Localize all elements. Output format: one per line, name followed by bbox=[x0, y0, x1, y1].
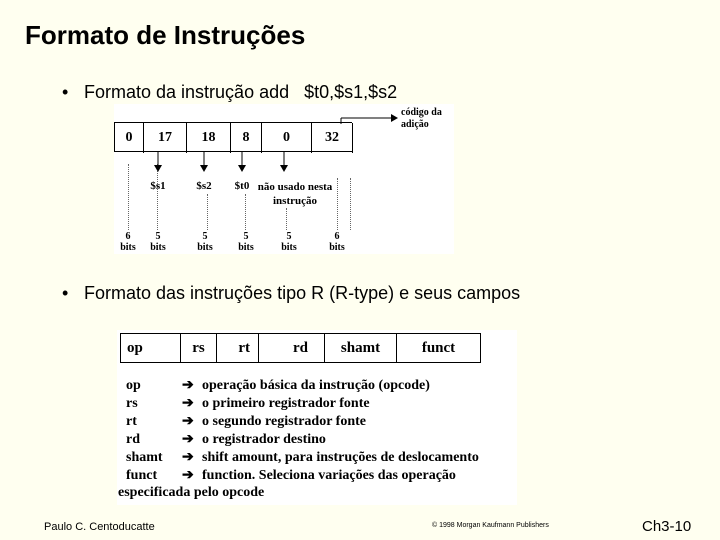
bullet-rtype-text: Formato das instruções tipo R (R-type) e seus campos bbox=[84, 283, 521, 303]
arrow-right-icon: ➔ bbox=[182, 468, 194, 483]
divider-line bbox=[157, 164, 158, 230]
add-field-box bbox=[114, 122, 352, 152]
rtype-field-rd: rd bbox=[259, 334, 325, 362]
arrow-right-icon: ➔ bbox=[182, 414, 194, 429]
bits-number: 6 bbox=[125, 231, 131, 242]
bits-number: 5 bbox=[243, 231, 249, 242]
arrow-right-icon: ➔ bbox=[182, 378, 194, 393]
rtype-field-shamt: shamt bbox=[325, 334, 397, 362]
divider-line bbox=[128, 164, 129, 230]
legend-key: op bbox=[126, 378, 141, 393]
bits-unit: bits bbox=[197, 242, 213, 253]
legend-tail: especificada pelo opcode bbox=[118, 485, 265, 500]
bits-number: 5 bbox=[286, 231, 292, 242]
footer-copyright: © 1998 Morgan Kaufmann Publishers bbox=[432, 522, 549, 529]
legend-desc: o registrador destino bbox=[202, 432, 326, 447]
legend-key: funct bbox=[126, 468, 158, 483]
bits-unit: bits bbox=[329, 242, 345, 253]
divider-line bbox=[350, 178, 351, 230]
footer-author: Paulo C. Centoducatte bbox=[44, 521, 155, 533]
add-field-shamt: 0 bbox=[262, 123, 312, 153]
legend-row-rd bbox=[126, 431, 326, 448]
bullet-dot: • bbox=[62, 82, 69, 102]
add-field-funct: 32 bbox=[312, 123, 353, 153]
add-format-figure bbox=[114, 104, 454, 254]
bits-rd bbox=[236, 231, 256, 253]
rtype-figure bbox=[117, 330, 517, 505]
arrow-right-icon: ➔ bbox=[182, 450, 194, 465]
legend-desc: operação básica da instrução (opcode) bbox=[202, 378, 430, 393]
slide-title: Formato de Instruções bbox=[25, 20, 306, 50]
label-s1: $s1 bbox=[150, 180, 166, 192]
funct-arrow-icon bbox=[339, 110, 399, 126]
bullet-add-format bbox=[62, 82, 397, 103]
legend-desc: o segundo registrador fonte bbox=[202, 414, 366, 429]
legend-row-rt bbox=[126, 413, 366, 430]
bits-op bbox=[118, 231, 138, 253]
legend-key: rd bbox=[126, 432, 140, 447]
arrow-right-icon: ➔ bbox=[182, 432, 194, 447]
legend-row-op bbox=[126, 377, 430, 394]
bullet-rtype-format bbox=[62, 283, 520, 304]
arrow-down-icon bbox=[200, 152, 208, 172]
bits-number: 5 bbox=[155, 231, 161, 242]
divider-line bbox=[286, 208, 287, 230]
rtype-field-funct: funct bbox=[421, 340, 456, 356]
rtype-field-rs: rs bbox=[181, 334, 217, 362]
rtype-field-box bbox=[120, 333, 481, 363]
legend-desc: function. Seleciona variações das operação bbox=[202, 468, 456, 483]
rtype-field-op: op bbox=[121, 334, 181, 362]
legend-key: shamt bbox=[126, 450, 163, 465]
arrow-down-icon bbox=[280, 152, 288, 172]
arrow-right-icon: ➔ bbox=[182, 396, 194, 411]
bullet-dot: • bbox=[62, 283, 69, 303]
legend-key: rt bbox=[126, 414, 137, 429]
bits-unit: bits bbox=[238, 242, 254, 253]
add-field-rt: 18 bbox=[187, 123, 231, 153]
bits-unit: bits bbox=[120, 242, 136, 253]
arrow-down-icon bbox=[238, 152, 246, 172]
label-t0: $t0 bbox=[234, 180, 250, 192]
bits-unit: bits bbox=[281, 242, 297, 253]
legend-row-rs bbox=[126, 395, 370, 412]
rtype-field-rt: rt bbox=[217, 334, 259, 362]
divider-line bbox=[245, 194, 246, 230]
arrow-down-icon bbox=[154, 152, 162, 172]
legend-desc: shift amount, para instruções de deslocamento bbox=[202, 450, 479, 465]
bits-unit: bits bbox=[150, 242, 166, 253]
add-field-rs: 17 bbox=[144, 123, 187, 153]
legend-desc: o primeiro registrador fonte bbox=[202, 396, 370, 411]
label-s2: $s2 bbox=[196, 180, 212, 192]
add-field-op: 0 bbox=[115, 123, 144, 153]
bits-number: 6 bbox=[334, 231, 340, 242]
footer-page-number: Ch3-10 bbox=[642, 518, 692, 535]
bullet-add-text: Formato da instrução add $t0,$s1,$s2 bbox=[84, 82, 398, 102]
legend-row-funct bbox=[126, 467, 456, 484]
bits-shamt bbox=[279, 231, 299, 253]
bits-number: 5 bbox=[202, 231, 208, 242]
divider-line bbox=[207, 194, 208, 230]
bits-rs bbox=[148, 231, 168, 253]
bits-rt bbox=[195, 231, 215, 253]
add-field-rd: 8 bbox=[231, 123, 262, 153]
add-code-label: código da adição bbox=[401, 107, 442, 130]
legend-key: rs bbox=[126, 396, 138, 411]
legend-row-shamt bbox=[126, 449, 479, 466]
bits-funct bbox=[327, 231, 347, 253]
label-unused: não usado nesta instrução bbox=[257, 181, 333, 207]
